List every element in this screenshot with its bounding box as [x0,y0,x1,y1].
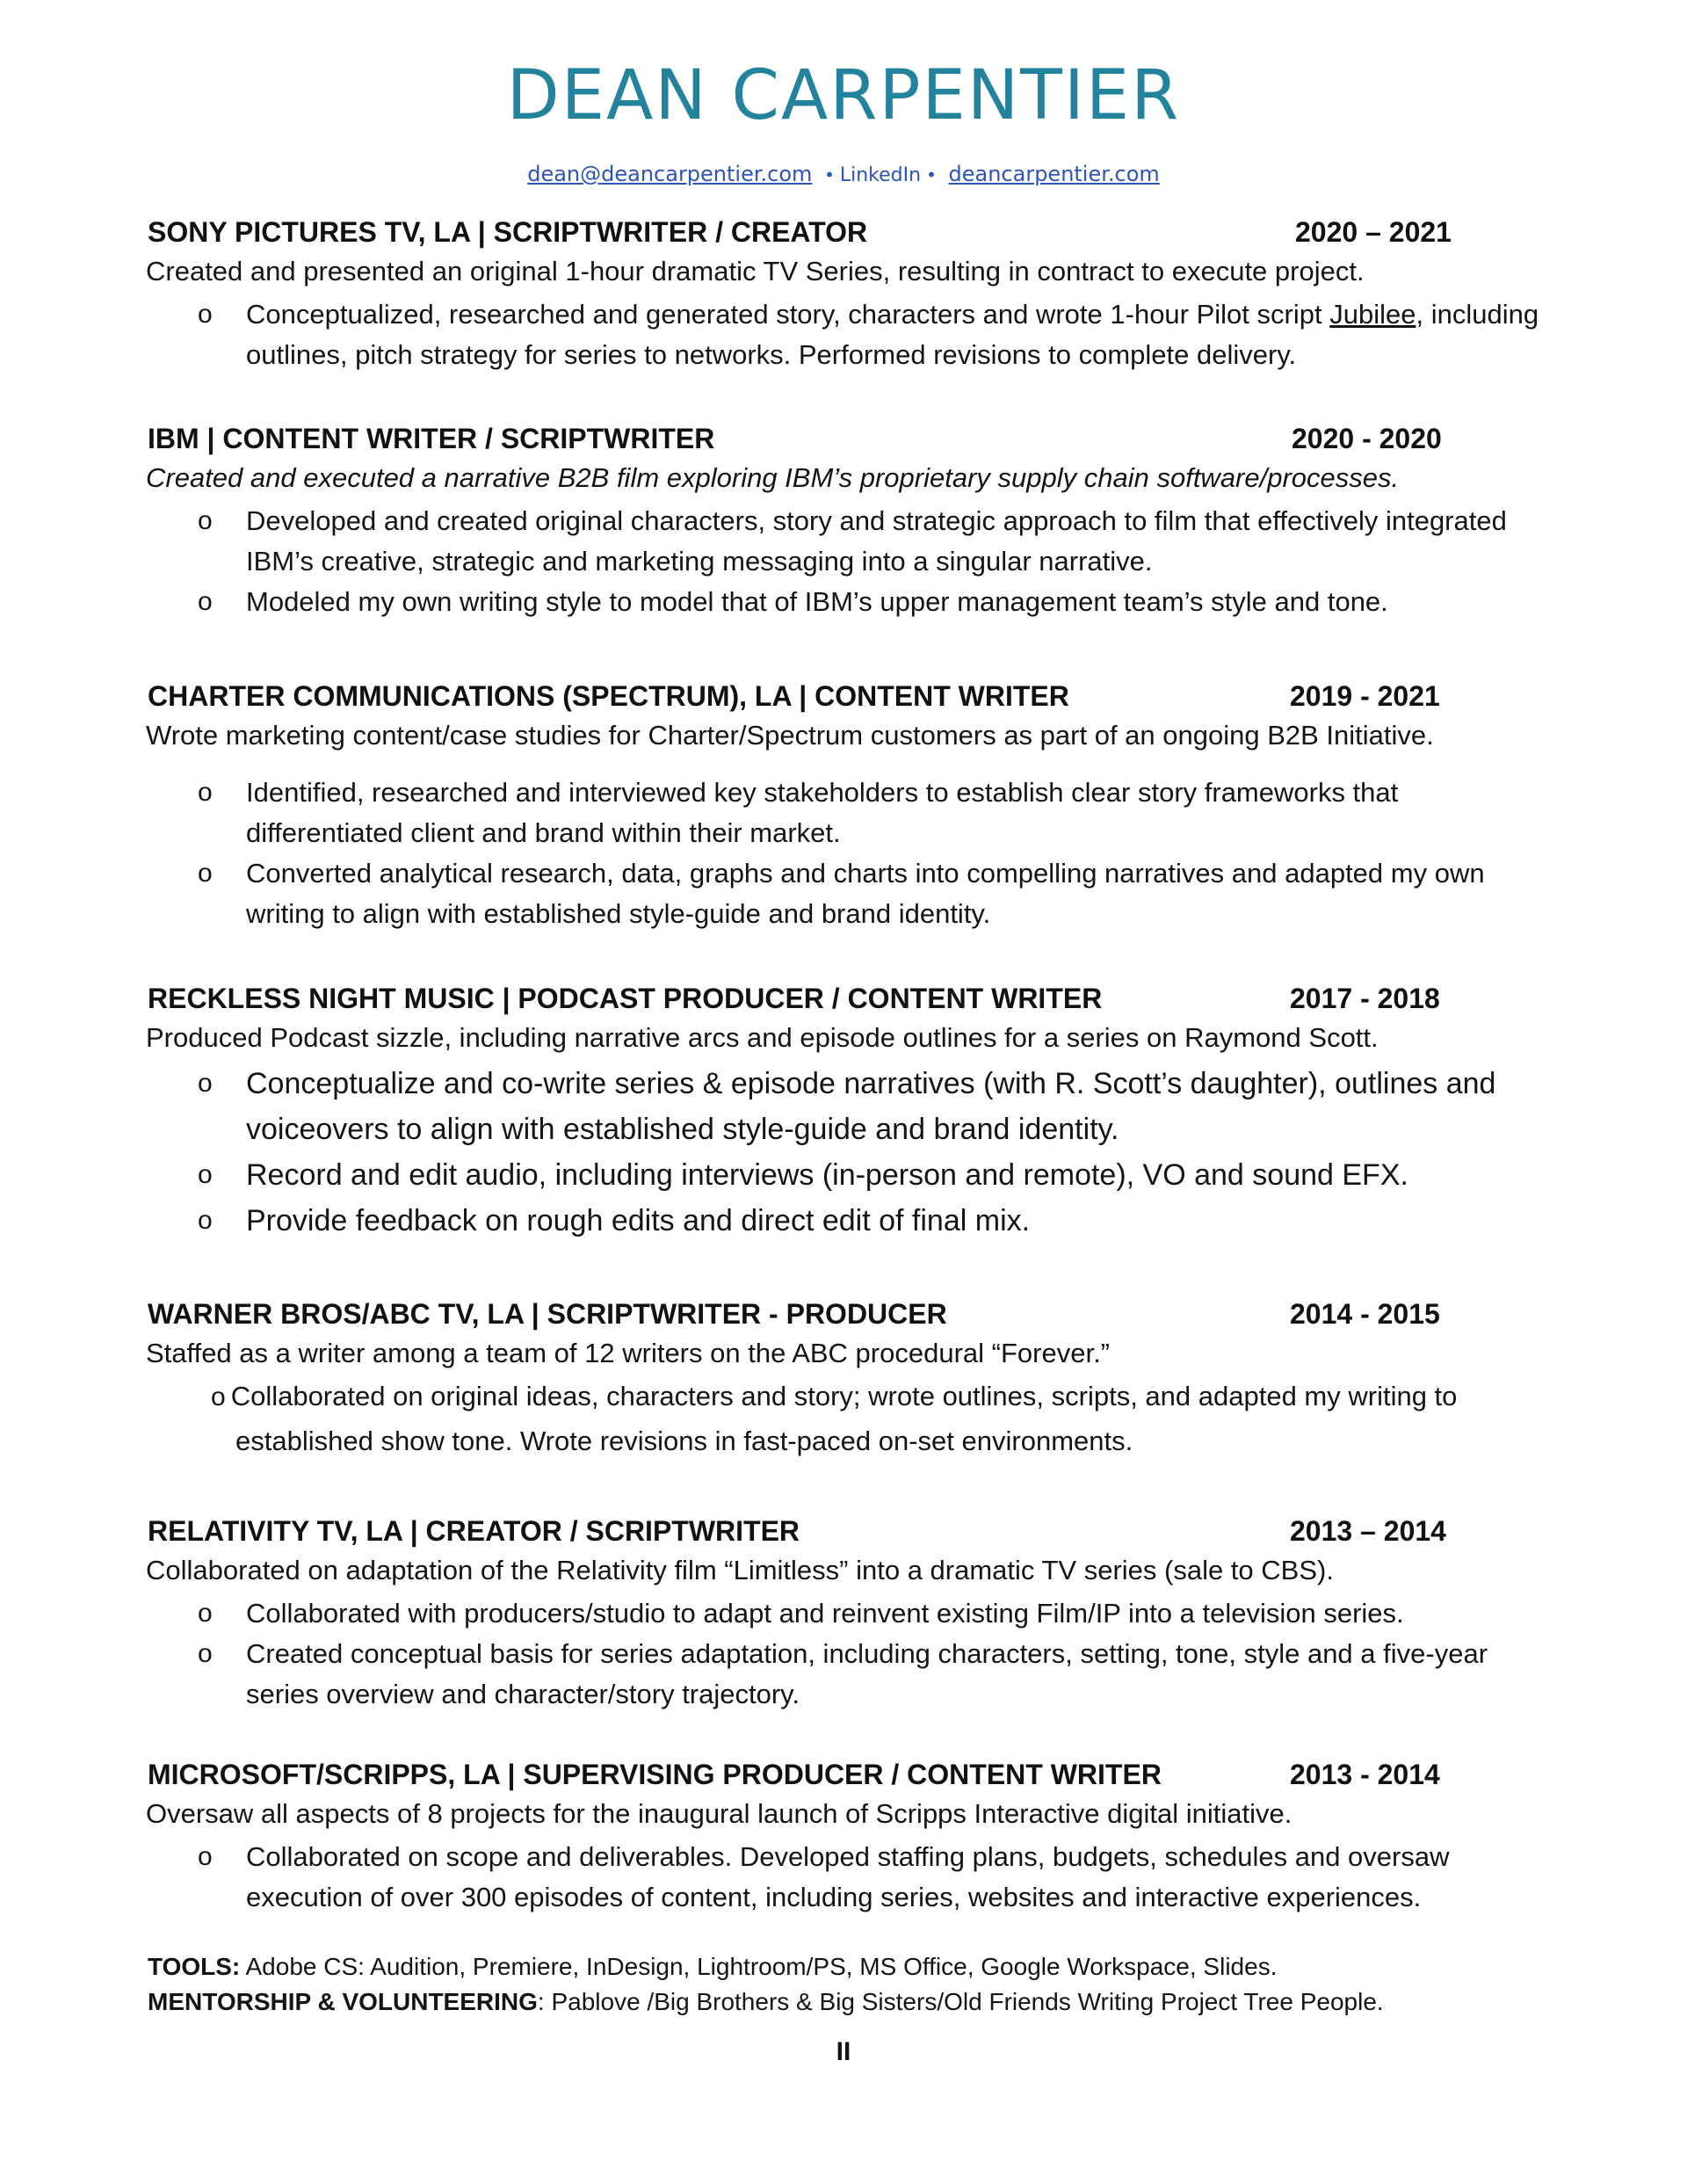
bullet-marker: o [198,859,213,888]
bullet-text: Collaborated with producers/studio to adapt and reinvent existing Film/IP into a television series. [246,1598,1404,1629]
job-entry [148,1513,1553,1715]
job-summary: Produced Podcast sizzle, including narrative arcs and episode outlines for a series on Raymond Scott. [146,1022,1379,1053]
page-mark: II [836,2037,851,2066]
job-dates: 2013 - 2014 [1290,1759,1440,1790]
job-bullets [148,1061,1553,1244]
website-link[interactable]: deancarpentier.com [948,162,1160,186]
bullet-marker: o [198,506,213,535]
mentorship-label: MENTORSHIP & VOLUNTEERING [148,1988,538,2015]
bullet-marker: o [198,1599,213,1628]
bullet-item [148,1837,1553,1918]
job-summary: Collaborated on adaptation of the Relativity film “Limitless” into a dramatic TV series (sale to CBS). [146,1555,1334,1585]
bullet-marker: o [198,778,213,807]
job-heading [148,1296,1553,1331]
job-dates: 2020 – 2021 [1295,216,1452,248]
bullet-item [148,1198,1553,1244]
job-title: CHARTER COMMUNICATIONS (SPECTRUM), LA | CONTENT WRITER [148,680,1069,712]
job-heading [148,981,1553,1016]
bullet-text: Developed and created original characters, story and strategic approach to film that effectively integrated IBM’s creative, strategic and marketing messaging into a singular narrative. [246,505,1507,577]
bullet-item [148,1593,1553,1634]
job-heading [148,421,1553,456]
bullet-text: Converted analytical research, data, graphs and charts into compelling narratives and adapted my own writing to align with established style-guide and brand identity. [246,858,1485,929]
job-entry [148,421,1553,622]
bullet-text: Record and edit audio, including interviews (in-person and remote), VO and sound EFX. [246,1158,1408,1192]
bullet-text: Modeled my own writing style to model that of IBM’s upper management team’s style and tone. [246,586,1388,617]
job-title: WARNER BROS/ABC TV, LA | SCRIPTWRITER - PRODUCER [148,1298,947,1330]
job-summary: Oversaw all aspects of 8 projects for the inaugural launch of Scripps Interactive digital initiative. [146,1798,1292,1829]
job-dates: 2014 - 2015 [1290,1298,1440,1330]
job-title: RECKLESS NIGHT MUSIC | PODCAST PRODUCER / CONTENT WRITER [148,983,1103,1014]
bullet-marker: o [211,1382,226,1411]
tools-line [148,1949,1384,1984]
job-summary: Wrote marketing content/case studies for Charter/Spectrum customers as part of an ongoing B2B Initiative. [146,720,1434,751]
bullet-text: Provide feedback on rough edits and direct edit of final mix. [246,1204,1031,1237]
job-heading [148,1757,1553,1792]
separator-dot: • [824,164,835,185]
job-title: IBM | CONTENT WRITER / SCRIPTWRITER [148,423,715,454]
email-link[interactable]: dean@deancarpentier.com [527,162,813,186]
job-title: RELATIVITY TV, LA | CREATOR / SCRIPTWRITER [148,1515,800,1547]
bullet-item [148,1634,1553,1715]
job-summary: Created and presented an original 1-hour dramatic TV Series, resulting in contract to execute project. [146,256,1365,287]
bullet-marker: o [198,1206,213,1235]
job-entry [148,981,1553,1244]
job-entry [148,214,1553,375]
contact-line [0,162,1687,186]
bullet-item [148,1152,1553,1198]
bullet-item [148,294,1553,375]
bullet-marker: o [198,300,213,329]
linkedin-link[interactable]: LinkedIn [839,164,922,186]
candidate-name: DEAN CARPENTIER [506,56,1181,135]
resume-footer [148,1949,1384,2020]
bullet-marker: o [198,1160,213,1189]
tools-label: TOOLS: [148,1953,241,1980]
job-entry [148,1296,1553,1463]
job-bullets [148,1837,1553,1918]
job-heading [148,1513,1553,1549]
job-entry [148,678,1553,934]
script-title-link: Jubilee [1329,299,1416,330]
bullet-item [148,582,1553,622]
bullet-item [148,773,1553,853]
job-dates: 2017 - 2018 [1290,983,1440,1014]
job-heading [148,214,1553,250]
bullet-text: Conceptualized, researched and generated story, characters and wrote 1-hour Pilot script [246,299,1330,330]
job-bullets [148,294,1553,375]
job-summary: Staffed as a writer among a team of 12 writers on the ABC procedural “Forever.” [146,1338,1111,1368]
bullet-text: Created conceptual basis for series adaptation, including characters, setting, tone, style and a five-year series overview and character/story trajectory. [246,1638,1488,1709]
job-bullets [148,1375,1553,1463]
bullet-item [148,501,1553,582]
bullet-text: Conceptualize and co-write series & episode narratives (with R. Scott’s daughter), outlines and voiceovers to align with established style-guide and brand identity. [246,1067,1496,1146]
job-dates: 2013 – 2014 [1290,1515,1446,1547]
mentorship-text: : Pablove /Big Brothers & Big Sisters/Old Friends Writing Project Tree People. [537,1988,1384,2015]
resume-header [0,56,1687,186]
job-heading [148,678,1553,714]
bullet-text: Collaborated on original ideas, characters and story; wrote outlines, scripts, and adapted my writing to established show tone. Wrote revisions in fast-paced on-set environments. [230,1381,1458,1456]
bullet-item [148,1375,1553,1463]
bullet-marker: o [198,1842,213,1871]
bullet-item [148,853,1553,934]
bullet-text: Identified, researched and interviewed key stakeholders to establish clear story frameworks that differentiated client and brand within their market. [246,777,1399,848]
job-summary: Created and executed a narrative B2B film exploring IBM’s proprietary supply chain software/processes. [146,462,1400,493]
job-entry [148,1757,1553,1918]
mentorship-line [148,1984,1384,2020]
bullet-marker: o [198,1639,213,1668]
job-title: SONY PICTURES TV, LA | SCRIPTWRITER / CREATOR [148,216,868,248]
separator-dot: • [926,164,937,185]
job-bullets [148,501,1553,622]
bullet-marker: o [198,1069,213,1098]
job-bullets [148,1593,1553,1715]
bullet-marker: o [198,587,213,616]
job-bullets [148,773,1553,934]
job-dates: 2019 - 2021 [1290,680,1440,712]
bullet-item [148,1061,1553,1152]
bullet-text: , including outlines, pitch strategy for series to networks. Performed revisions to complete delivery. [246,299,1539,370]
bullet-text: Collaborated on scope and deliverables. Developed staffing plans, budgets, schedules and oversaw execution of over 300 episodes of content, including series, websites and interactive experiences. [246,1841,1450,1912]
tools-text: Adobe CS: Audition, Premiere, InDesign, Lightroom/PS, MS Office, Google Workspace, Slides. [240,1953,1278,1980]
job-title: MICROSOFT/SCRIPPS, LA | SUPERVISING PRODUCER / CONTENT WRITER [148,1759,1162,1790]
job-dates: 2020 - 2020 [1292,423,1442,454]
